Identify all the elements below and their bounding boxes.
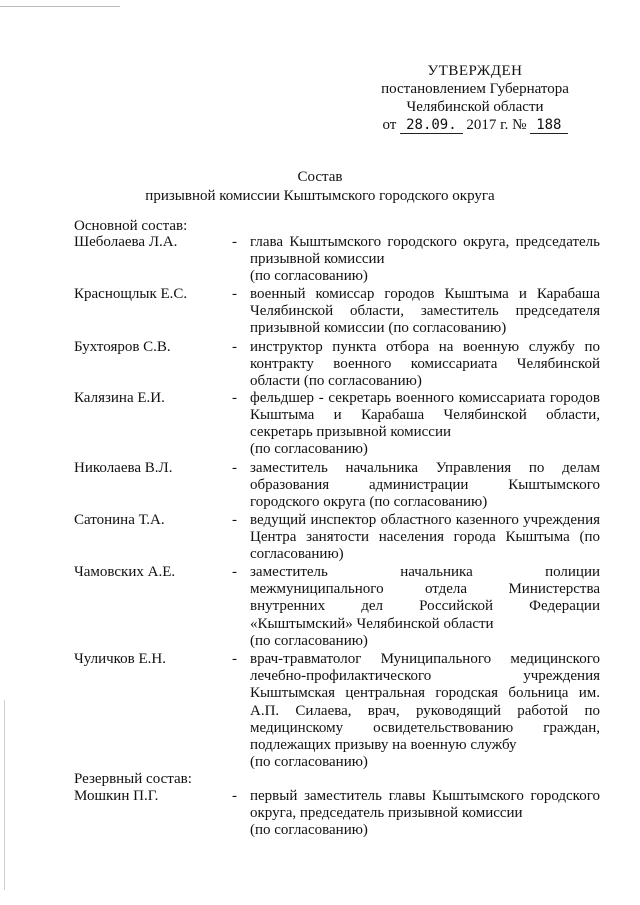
- member-note: (по согласованию): [250, 633, 368, 649]
- member-role: глава Кыштымского городского округа, председатель призывной комиссии: [250, 234, 600, 268]
- date-prefix: от: [382, 117, 397, 133]
- approval-line-2: Челябинской области: [406, 99, 544, 115]
- member-note: (по согласованию): [250, 441, 368, 457]
- member-name: Чамовских А.Е.: [74, 564, 176, 580]
- member-name: Чуличков Е.Н.: [74, 651, 166, 667]
- member-role: фельдшер - секретарь военного комиссариата городов Кыштыма и Карабаша Челябинской области, секретарь призывной комиссии: [250, 390, 600, 441]
- member-dash: -: [232, 564, 237, 580]
- member-dash: -: [232, 512, 237, 528]
- approval-block: [360, 62, 590, 134]
- title-line-2: призывной комиссии Кыштымского городского округа: [145, 188, 495, 204]
- scan-artifact: [0, 0, 120, 7]
- member-dash: -: [232, 651, 237, 667]
- member-dash: -: [232, 286, 237, 302]
- approval-date-line: [360, 116, 590, 134]
- member-name: Сатонина Т.А.: [74, 512, 165, 528]
- document-title: [60, 168, 580, 206]
- member-note: (по согласованию): [250, 754, 368, 770]
- member-dash: -: [232, 339, 237, 355]
- approval-date: 28.09.: [400, 117, 463, 134]
- reserve-section-label: Резервный состав:: [74, 771, 192, 787]
- member-name: Бухтояров С.В.: [74, 339, 171, 355]
- member-dash: -: [232, 390, 237, 406]
- member-role: военный комиссар городов Кыштыма и Карабаша Челябинской области, заместитель председателя призывной комиссии (по согласованию): [250, 286, 600, 337]
- member-role: первый заместитель главы Кыштымского городского округа, председатель призывной комиссии: [250, 788, 600, 822]
- approval-line-1: постановлением Губернатора: [381, 81, 569, 97]
- member-name: Краснощлык Е.С.: [74, 286, 188, 302]
- member-dash: -: [232, 234, 237, 250]
- member-role: инструктор пункта отбора на военную службу по контракту военного комиссариата Челябинской области (по согласованию): [250, 339, 600, 390]
- title-line-1: Состав: [297, 169, 343, 185]
- member-name: Николаева В.Л.: [74, 460, 173, 476]
- member-note: (по согласованию): [250, 268, 368, 284]
- member-dash: -: [232, 460, 237, 476]
- approval-number: 188: [530, 117, 567, 134]
- member-name: Мошкин П.Г.: [74, 788, 159, 804]
- approval-year: 2017 г. №: [466, 117, 527, 133]
- member-role: ведущий инспектор областного казенного учреждения Центра занятости населения города Кыштыма (по согласованию): [250, 512, 600, 563]
- member-note: (по согласованию): [250, 822, 368, 838]
- member-role: врач-травматолог Муниципального медицинского лечебно-профилактического учреждения Кыштымская центральная городская больница им. А.П. Силаева, врач, руководящий работой по медицинскому освидетельствованию граждан, подлежащих призыву на военную службу: [250, 651, 600, 754]
- scan-edge: [4, 700, 5, 890]
- member-role: заместитель начальника Управления по делам образования администрации Кыштымского городского округа (по согласованию): [250, 460, 600, 511]
- member-name: Калязина Е.И.: [74, 390, 165, 406]
- main-section-label: Основной состав:: [74, 218, 188, 234]
- member-name: Шеболаева Л.А.: [74, 234, 178, 250]
- member-role: заместитель начальника полиции межмуниципального отдела Министерства внутренних дел Российской Федерации «Кыштымский» Челябинской области: [250, 564, 600, 632]
- approval-title: УТВЕРЖДЕН: [427, 63, 523, 79]
- member-dash: -: [232, 788, 237, 804]
